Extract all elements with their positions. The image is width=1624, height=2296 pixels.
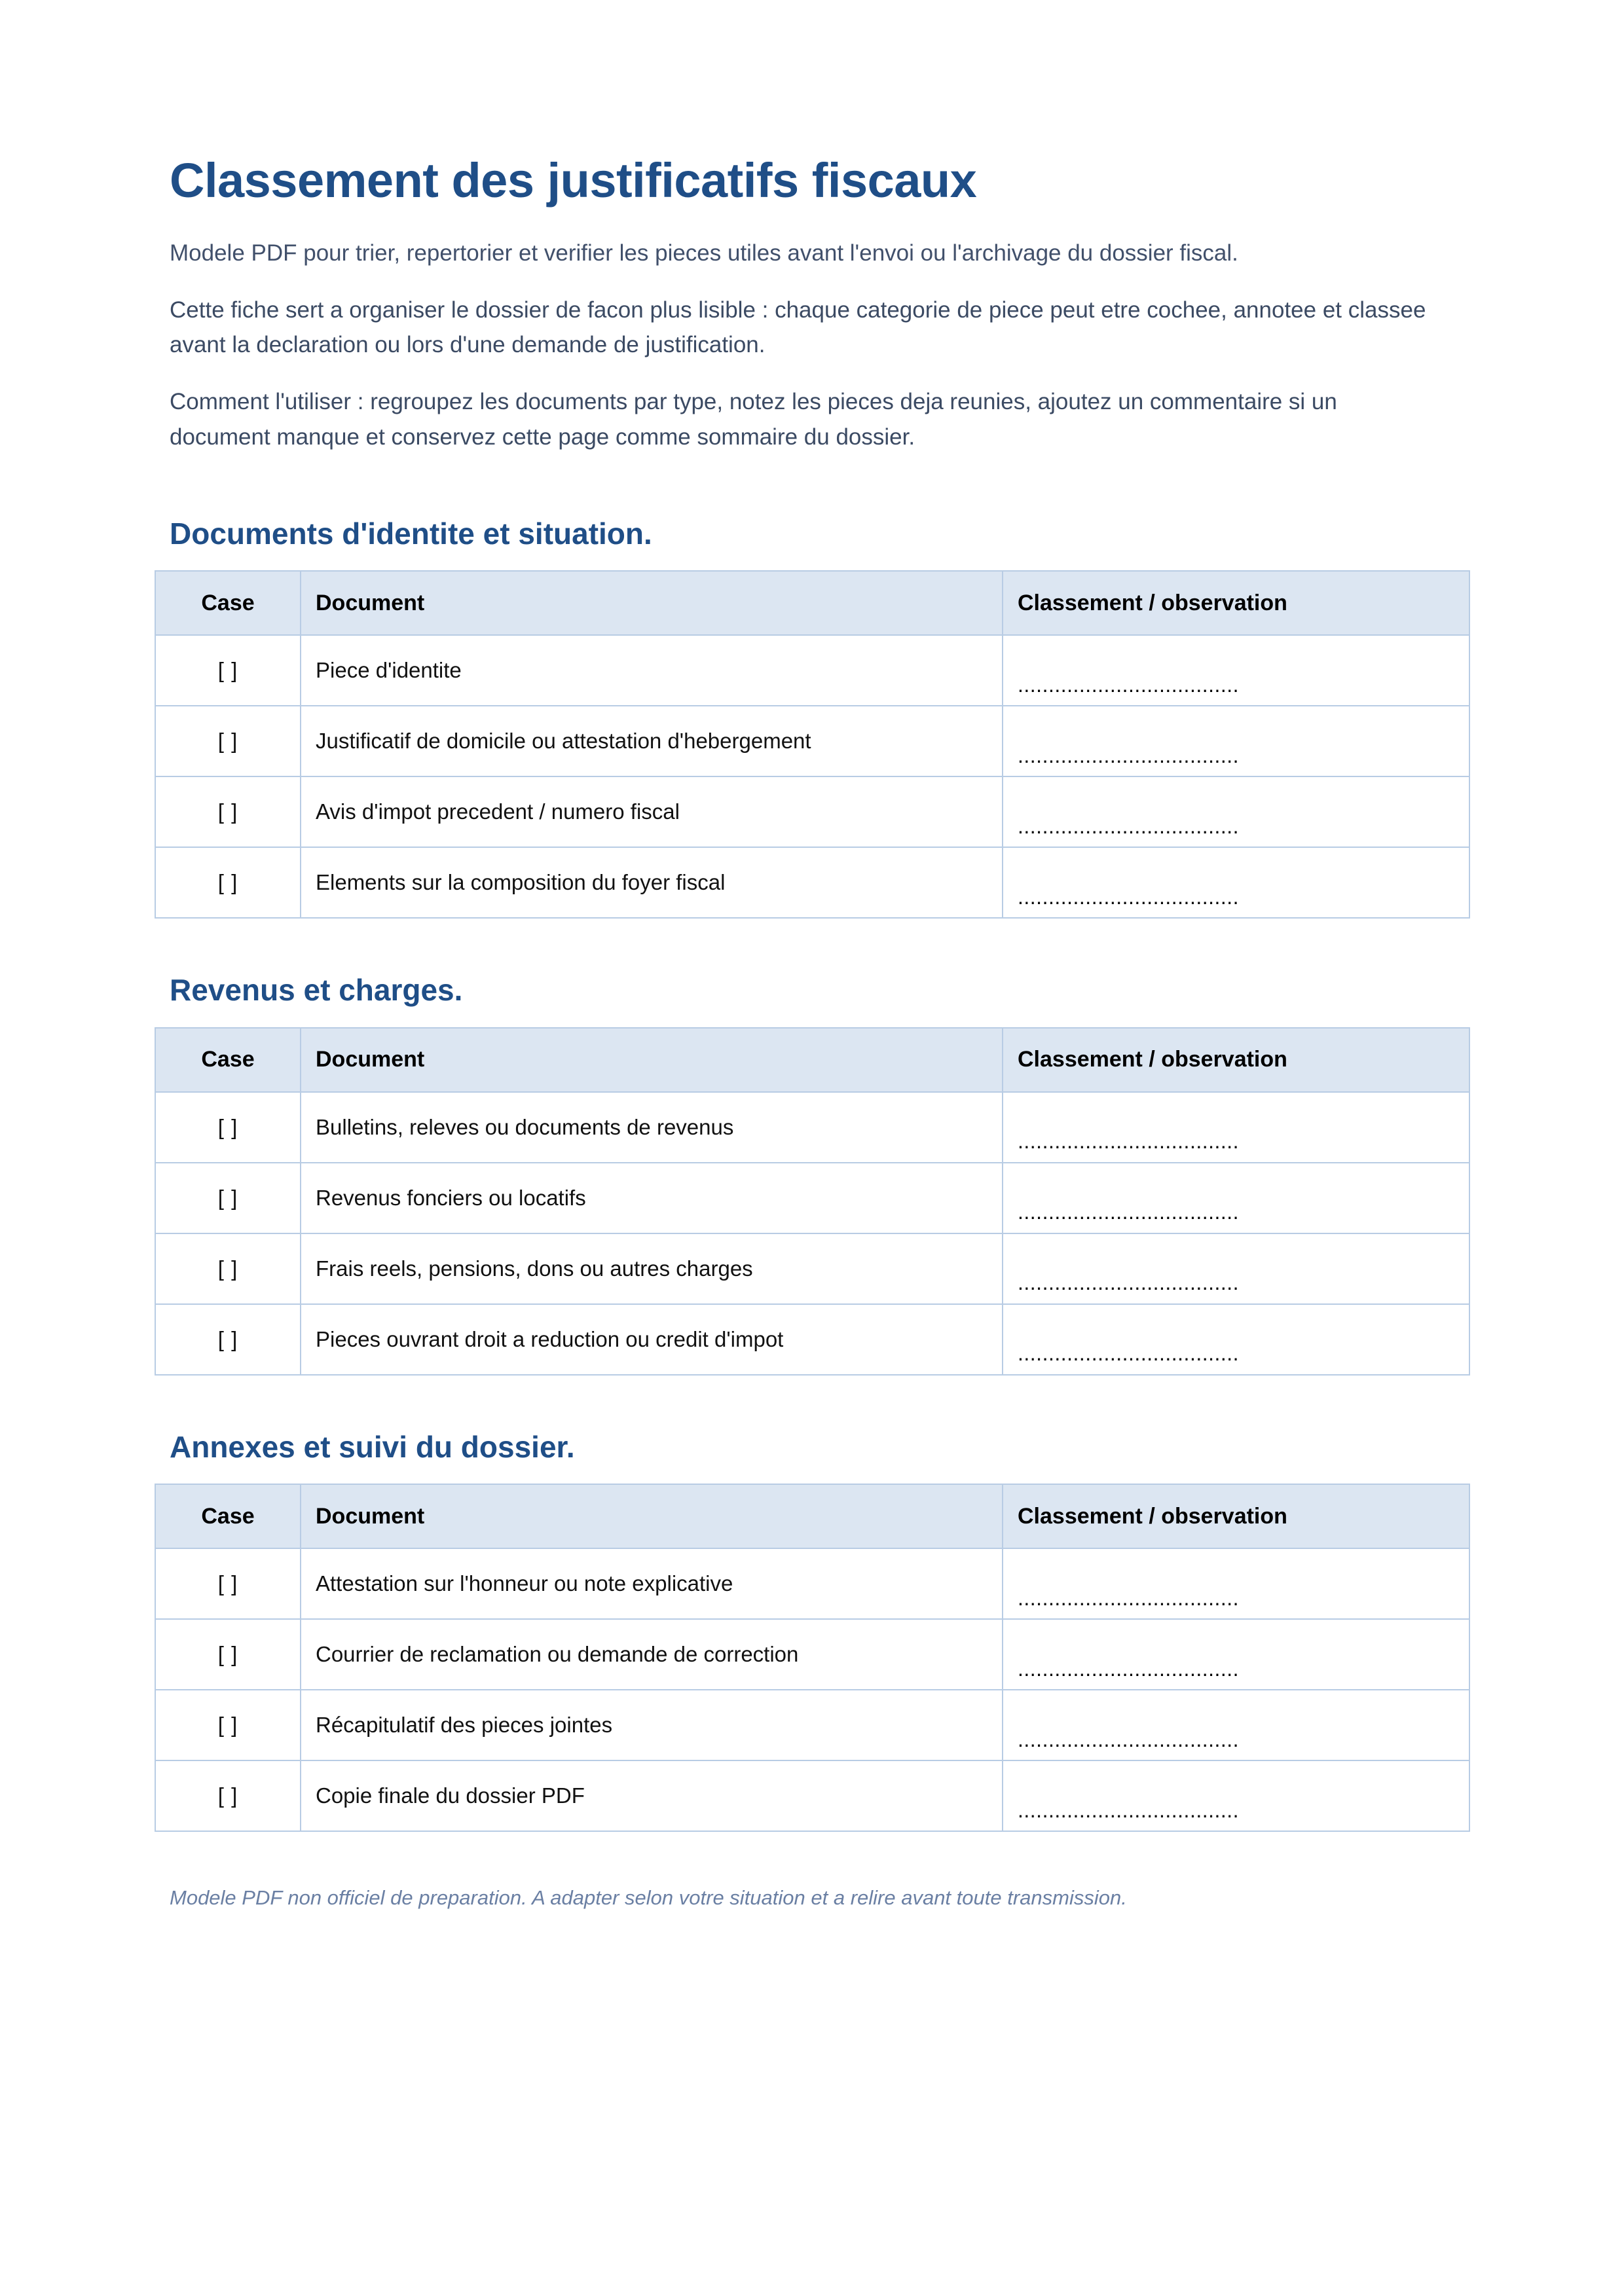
section-title: Documents d'identite et situation. <box>170 516 652 551</box>
table-header-row <box>155 571 1469 635</box>
table-header-row <box>155 1028 1469 1092</box>
column-header-observation: Classement / observation <box>1003 571 1469 635</box>
checkbox-cell[interactable]: [ ] <box>155 1092 301 1163</box>
table-header-row <box>155 1484 1469 1548</box>
table-row <box>155 1690 1469 1760</box>
checkbox-cell[interactable]: [ ] <box>155 1163 301 1233</box>
table-row <box>155 1619 1469 1690</box>
intro-purpose-paragraph: Cette fiche sert a organiser le dossier de facon plus lisible : chaque categorie de piece peut etre cochee, annotee et classee avant la declaration ou lors d'une demande de justification. <box>170 297 1426 358</box>
observation-cell[interactable] <box>1003 1092 1469 1163</box>
table-row <box>155 776 1469 847</box>
observation-cell[interactable] <box>1003 847 1469 918</box>
dots-placeholder: .................................... <box>1018 884 1240 909</box>
dots-placeholder: .................................... <box>1018 1727 1240 1751</box>
table-row <box>155 1163 1469 1233</box>
dots-placeholder: .................................... <box>1018 1656 1240 1681</box>
dots-placeholder: .................................... <box>1018 743 1240 767</box>
column-header-document: Document <box>301 571 1003 635</box>
observation-cell[interactable] <box>1003 1619 1469 1690</box>
dots-placeholder: .................................... <box>1018 1271 1240 1295</box>
checkbox-cell[interactable]: [ ] <box>155 1690 301 1760</box>
dots-placeholder: .................................... <box>1018 1586 1240 1610</box>
document-cell: Bulletins, releves ou documents de revenus <box>301 1092 1003 1163</box>
dots-placeholder: .................................... <box>1018 1200 1240 1224</box>
checklist-table <box>155 1484 1470 1832</box>
dots-placeholder: .................................... <box>1018 1341 1240 1366</box>
checkbox-cell[interactable]: [ ] <box>155 1760 301 1831</box>
section-title: Annexes et suivi du dossier. <box>170 1429 575 1464</box>
table-row <box>155 706 1469 776</box>
checklist-table <box>155 570 1470 919</box>
checkbox-cell[interactable]: [ ] <box>155 847 301 918</box>
observation-cell[interactable] <box>1003 1760 1469 1831</box>
checkbox-cell[interactable]: [ ] <box>155 1619 301 1690</box>
column-header-case: Case <box>155 571 301 635</box>
table-row <box>155 1304 1469 1375</box>
column-header-case: Case <box>155 1484 301 1548</box>
document-cell: Elements sur la composition du foyer fiscal <box>301 847 1003 918</box>
dots-placeholder: .................................... <box>1018 672 1240 697</box>
footer-disclaimer: Modele PDF non officiel de preparation. A adapter selon votre situation et a relire avant toute transmission. <box>170 1886 1127 1910</box>
checkbox-cell[interactable]: [ ] <box>155 776 301 847</box>
table-row <box>155 635 1469 706</box>
checkbox-cell[interactable]: [ ] <box>155 635 301 706</box>
section-documents-identite <box>170 517 1469 919</box>
checkbox-cell[interactable]: [ ] <box>155 1233 301 1304</box>
document-cell: Pieces ouvrant droit a reduction ou credit d'impot <box>301 1304 1003 1375</box>
table-row <box>155 1092 1469 1163</box>
observation-cell[interactable] <box>1003 776 1469 847</box>
table-row <box>155 1233 1469 1304</box>
document-cell: Frais reels, pensions, dons ou autres charges <box>301 1233 1003 1304</box>
column-header-observation: Classement / observation <box>1003 1484 1469 1548</box>
checkbox-cell[interactable]: [ ] <box>155 1304 301 1375</box>
column-header-document: Document <box>301 1028 1003 1092</box>
observation-cell[interactable] <box>1003 635 1469 706</box>
page-title: Classement des justificatifs fiscaux <box>170 153 977 208</box>
document-cell: Piece d'identite <box>301 635 1003 706</box>
dots-placeholder: .................................... <box>1018 1129 1240 1154</box>
column-header-case: Case <box>155 1028 301 1092</box>
observation-cell[interactable] <box>1003 1163 1469 1233</box>
intro-howto-paragraph: Comment l'utiliser : regroupez les documents par type, notez les pieces deja reunies, ajoutez un commentaire si un document manque et conservez cette page comme sommaire du dossier. <box>170 389 1337 450</box>
document-cell: Courrier de reclamation ou demande de correction <box>301 1619 1003 1690</box>
column-header-observation: Classement / observation <box>1003 1028 1469 1092</box>
table-row <box>155 1760 1469 1831</box>
observation-cell[interactable] <box>1003 1304 1469 1375</box>
table-row <box>155 1548 1469 1619</box>
checkbox-cell[interactable]: [ ] <box>155 1548 301 1619</box>
observation-cell[interactable] <box>1003 1233 1469 1304</box>
section-revenus-charges <box>170 974 1469 1376</box>
intro-lead-paragraph: Modele PDF pour trier, repertorier et verifier les pieces utiles avant l'envoi ou l'archivage du dossier fiscal. <box>170 240 1238 266</box>
document-cell: Copie finale du dossier PDF <box>301 1760 1003 1831</box>
observation-cell[interactable] <box>1003 706 1469 776</box>
document-cell: Avis d'impot precedent / numero fiscal <box>301 776 1003 847</box>
document-cell: Attestation sur l'honneur ou note explicative <box>301 1548 1003 1619</box>
observation-cell[interactable] <box>1003 1690 1469 1760</box>
checklist-table <box>155 1027 1470 1376</box>
observation-cell[interactable] <box>1003 1548 1469 1619</box>
document-cell: Revenus fonciers ou locatifs <box>301 1163 1003 1233</box>
section-annexes-suivi <box>170 1430 1469 1832</box>
section-title: Revenus et charges. <box>170 973 463 1008</box>
document-cell: Justificatif de domicile ou attestation d'hebergement <box>301 706 1003 776</box>
column-header-document: Document <box>301 1484 1003 1548</box>
dots-placeholder: .................................... <box>1018 1798 1240 1822</box>
table-row <box>155 847 1469 918</box>
dots-placeholder: .................................... <box>1018 814 1240 838</box>
checkbox-cell[interactable]: [ ] <box>155 706 301 776</box>
document-cell: Récapitulatif des pieces jointes <box>301 1690 1003 1760</box>
